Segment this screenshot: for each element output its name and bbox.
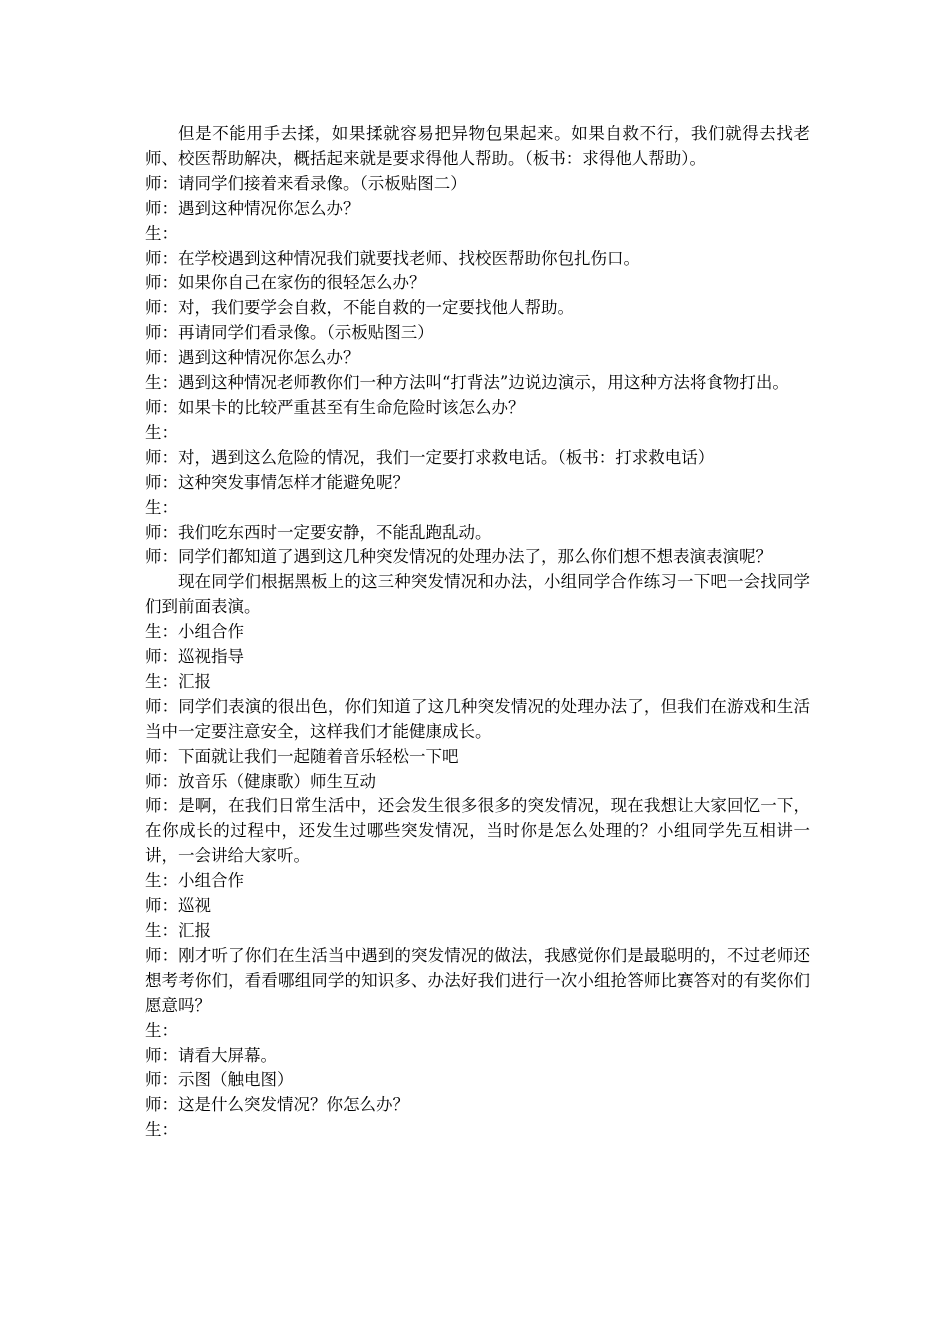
paragraph-6: 师：对，我们要学会自救，不能自救的一定要找他人帮助。 <box>145 298 574 318</box>
paragraph-32: 师：这是什么突发情况？你怎么办？ <box>145 1095 409 1115</box>
paragraph-0: 但是不能用手去揉，如果揉就容易把异物包果起来。如果自救不行，我们就得去找老师、校医帮助解决，概括起来就是要求得他人帮助。（板书：求得他人帮助）。 <box>145 124 810 168</box>
paragraph-2: 师：遇到这种情况你怎么办？ <box>145 198 360 218</box>
paragraph-17: 现在同学们根据黑板上的这三种突发情况和办法，小组同学合作练习一下吧一会找同学们到前面表演。 <box>145 572 810 617</box>
paragraph-25: 生：小组合作 <box>145 871 244 891</box>
paragraph-26: 师：巡视 <box>145 896 211 916</box>
paragraph-23: 师：放音乐（健康歌）师生互动 <box>145 771 376 791</box>
document-page <box>145 122 810 1143</box>
paragraph-21: 师：同学们表演的很出色，你们知道了这几种突发情况的处理办法了，但我们在游戏和生活当中一定要注意安全，这样我们才能健康成长。 <box>145 696 810 741</box>
paragraph-18: 生：小组合作 <box>145 622 244 642</box>
paragraph-16: 师：同学们都知道了遇到这几种突发情况的处理办法了，那么你们想不想表演表演呢？ <box>145 547 772 567</box>
paragraph-19: 师：巡视指导 <box>145 647 244 667</box>
paragraph-3: 生： <box>145 223 178 243</box>
paragraph-5: 师：如果你自己在家伤的很轻怎么办？ <box>145 273 426 293</box>
paragraph-27: 生：汇报 <box>145 921 211 940</box>
paragraph-9: 生：遇到这种情况老师教你们一种方法叫“打背法”边说边演示，用这种方法将食物打出。 <box>145 373 789 393</box>
paragraph-15: 师：我们吃东西时一定要安静，不能乱跑乱动。 <box>145 522 492 542</box>
paragraph-22: 师：下面就让我们一起随着音乐轻松一下吧 <box>145 746 459 766</box>
paragraph-28: 师：刚才听了你们在生活当中遇到的突发情况的做法，我感觉你们是最聪明的，不过老师还想考考你们，看看哪组同学的知识多、办法好我们进行一次小组抢答师比赛答对的有奖你们愿意吗？ <box>145 945 810 1015</box>
paragraph-12: 师：对，遇到这么危险的情况，我们一定要打求救电话。（板书：打求救电话） <box>145 447 715 467</box>
paragraph-13: 师：这种突发事情怎样才能避免呢？ <box>145 472 409 492</box>
paragraph-14: 生： <box>145 497 178 517</box>
paragraph-33: 生： <box>145 1120 178 1140</box>
paragraph-7: 师：再请同学们看录像。（示板贴图三） <box>145 323 434 343</box>
paragraph-20: 生：汇报 <box>145 671 211 691</box>
paragraph-1: 师：请同学们接着来看录像。（示板贴图二） <box>145 173 467 193</box>
paragraph-29: 生： <box>145 1020 178 1040</box>
paragraph-4: 师：在学校遇到这种情况我们就要找老师、找校医帮助你包扎伤口。 <box>145 248 640 268</box>
paragraph-11: 生： <box>145 422 178 442</box>
paragraph-31: 师：示图（触电图） <box>145 1070 294 1090</box>
paragraph-24: 师：是啊，在我们日常生活中，还会发生很多很多的突发情况，现在我想让大家回忆一下，在你成长的过程中，还发生过哪些突发情况，当时你是怎么处理的？小组同学先互相讲一讲，一会讲给大家听。 <box>145 796 810 866</box>
paragraph-30: 师：请看大屏幕。 <box>145 1045 277 1065</box>
paragraph-8: 师：遇到这种情况你怎么办？ <box>145 348 360 368</box>
paragraph-10: 师：如果卡的比较严重甚至有生命危险时该怎么办？ <box>145 397 525 417</box>
